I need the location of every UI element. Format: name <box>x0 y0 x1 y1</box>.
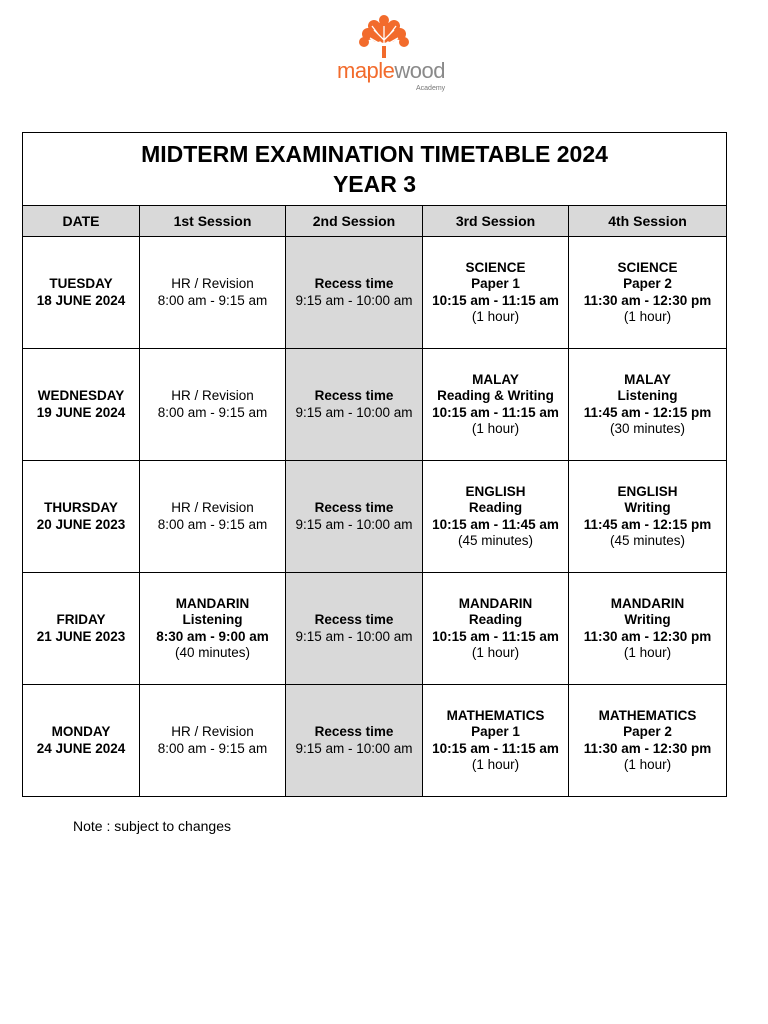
brand-name: maplewood <box>337 58 446 83</box>
subject: MANDARIN <box>610 595 685 611</box>
session-title: Recess time <box>314 388 394 403</box>
session-time: 8:00 am - 9:15 am <box>157 740 268 756</box>
day-name: TUESDAY <box>49 276 113 291</box>
session-3-cell <box>423 237 569 349</box>
paper: Writing <box>624 612 671 627</box>
session-2-cell <box>286 685 423 797</box>
date-value: 20 JUNE 2023 <box>36 516 126 532</box>
session-time: 11:30 am - 12:30 pm <box>583 740 712 756</box>
session-2-cell <box>286 237 423 349</box>
date-cell <box>23 685 140 797</box>
session-time: 9:15 am - 10:00 am <box>295 628 413 644</box>
session-1-cell <box>140 685 286 797</box>
duration: (1 hour) <box>471 757 520 772</box>
paper: Writing <box>624 500 671 515</box>
session-time: 10:15 am - 11:15 am <box>432 292 559 308</box>
subject: MANDARIN <box>458 595 533 611</box>
session-3-cell <box>423 461 569 573</box>
session-1-cell <box>140 573 286 685</box>
title-line-1: MIDTERM EXAMINATION TIMETABLE 2024 <box>141 141 608 167</box>
header-date: DATE <box>23 206 140 237</box>
session-2-cell <box>286 573 423 685</box>
session-time: 8:00 am - 9:15 am <box>157 404 268 420</box>
day-name: FRIDAY <box>56 612 106 627</box>
session-title: HR / Revision <box>171 500 254 515</box>
paper: Listening <box>617 388 678 403</box>
session-1-cell <box>140 349 286 461</box>
date-value: 21 JUNE 2023 <box>36 628 126 644</box>
date-value: 19 JUNE 2024 <box>36 404 126 420</box>
session-4-cell <box>569 237 727 349</box>
session-1-cell <box>140 461 286 573</box>
session-time: 11:30 am - 12:30 pm <box>583 292 712 308</box>
title-line-2: YEAR 3 <box>332 171 417 197</box>
subject: MATHEMATICS <box>598 707 697 723</box>
brand-subtitle: Academy <box>416 85 446 92</box>
duration: (45 minutes) <box>610 533 686 548</box>
header-session-3: 3rd Session <box>423 206 569 237</box>
session-4-cell <box>569 461 727 573</box>
header-session-4: 4th Session <box>569 206 727 237</box>
duration: (1 hour) <box>623 757 672 772</box>
duration: (45 minutes) <box>457 533 534 548</box>
session-3-cell <box>423 685 569 797</box>
paper: Reading <box>468 500 523 515</box>
subject: MATHEMATICS <box>446 707 545 723</box>
duration: (30 minutes) <box>610 421 686 436</box>
session-time: 8:00 am - 9:15 am <box>157 292 268 308</box>
session-time: 9:15 am - 10:00 am <box>295 292 413 308</box>
table-row <box>23 461 727 573</box>
session-title: HR / Revision <box>171 388 254 403</box>
day-name: THURSDAY <box>44 500 118 515</box>
duration: (1 hour) <box>471 309 520 324</box>
session-time: 8:00 am - 9:15 am <box>157 516 268 532</box>
table-row <box>23 685 727 797</box>
timetable <box>22 132 727 797</box>
session-time: 11:45 am - 12:15 pm <box>583 404 712 420</box>
header-session-2: 2nd Session <box>286 206 423 237</box>
session-time: 10:15 am - 11:15 am <box>432 740 559 756</box>
table-row <box>23 349 727 461</box>
day-name: MONDAY <box>51 724 111 739</box>
session-4-cell <box>569 685 727 797</box>
paper: Paper 1 <box>471 276 520 291</box>
tree-icon <box>344 14 424 64</box>
timetable-title <box>23 133 727 206</box>
footer-note: Note : subject to changes <box>73 818 231 834</box>
session-3-cell <box>423 573 569 685</box>
duration: (1 hour) <box>623 309 672 324</box>
session-4-cell <box>569 573 727 685</box>
session-time: 11:45 am - 12:15 pm <box>583 516 712 532</box>
duration: (1 hour) <box>471 421 520 436</box>
date-value: 24 JUNE 2024 <box>36 740 126 756</box>
header-session-1: 1st Session <box>140 206 286 237</box>
session-title: Recess time <box>314 724 394 739</box>
date-cell <box>23 237 140 349</box>
table-row <box>23 237 727 349</box>
session-title: Recess time <box>314 612 394 627</box>
session-time: 10:15 am - 11:15 am <box>432 404 559 420</box>
paper: Reading & Writing <box>437 388 554 403</box>
duration: (1 hour) <box>623 645 672 660</box>
subject: MANDARIN <box>175 595 250 611</box>
subject: ENGLISH <box>617 483 678 499</box>
session-2-cell <box>286 461 423 573</box>
paper: Paper 2 <box>623 724 672 739</box>
subject: MALAY <box>624 371 671 387</box>
date-cell <box>23 461 140 573</box>
session-title: HR / Revision <box>171 724 254 739</box>
session-4-cell <box>569 349 727 461</box>
paper: Listening <box>182 612 243 627</box>
session-3-cell <box>423 349 569 461</box>
table-row <box>23 573 727 685</box>
subject: MALAY <box>472 371 519 387</box>
session-time: 9:15 am - 10:00 am <box>295 404 413 420</box>
session-1-cell <box>140 237 286 349</box>
date-cell <box>23 573 140 685</box>
session-time: 11:30 am - 12:30 pm <box>583 628 712 644</box>
session-title: HR / Revision <box>171 276 254 291</box>
session-time: 10:15 am - 11:15 am <box>432 628 559 644</box>
session-time: 9:15 am - 10:00 am <box>295 516 413 532</box>
session-2-cell <box>286 349 423 461</box>
session-time: 8:30 am - 9:00 am <box>156 628 269 644</box>
date-value: 18 JUNE 2024 <box>36 292 126 308</box>
duration: (40 minutes) <box>174 645 251 660</box>
paper: Paper 1 <box>471 724 520 739</box>
duration: (1 hour) <box>471 645 520 660</box>
session-title: Recess time <box>314 276 394 291</box>
subject: SCIENCE <box>465 259 526 275</box>
session-time: 9:15 am - 10:00 am <box>295 740 413 756</box>
session-title: Recess time <box>314 500 394 515</box>
subject: SCIENCE <box>617 259 678 275</box>
day-name: WEDNESDAY <box>37 388 125 403</box>
date-cell <box>23 349 140 461</box>
paper: Reading <box>468 612 523 627</box>
session-time: 10:15 am - 11:45 am <box>432 516 559 532</box>
paper: Paper 2 <box>623 276 672 291</box>
subject: ENGLISH <box>465 483 526 499</box>
